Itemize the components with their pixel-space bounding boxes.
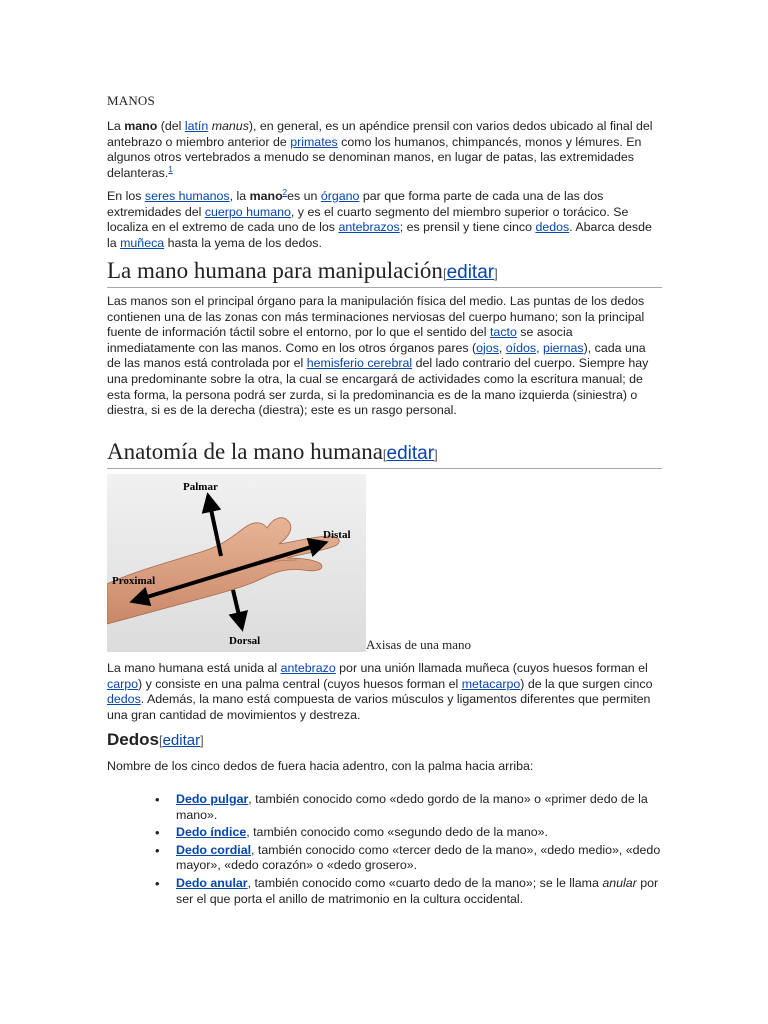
text: ), en general, es un apéndice prensil con varios dedos ubicado al final del antebrazo o miembro anterior de (107, 119, 653, 149)
text: ) y consiste en una palma central (cuyos huesos forman el (138, 676, 462, 691)
text: , también conocido como «segundo dedo de la mano». (246, 825, 548, 840)
manipulacion-paragraph (107, 294, 662, 419)
link-muneca[interactable]: muñeca (120, 235, 165, 250)
heading-text: Dedos (107, 730, 159, 749)
link-ojos[interactable]: ojos (476, 340, 499, 355)
figure-caption: Axisas de una mano (366, 637, 472, 652)
hand-axes-figure[interactable] (107, 474, 366, 652)
text: como los humanos, chimpancés, monos y lémures. En algunos otros vertebrados a menudo se denominan manos, en lugar de patas, las extremidades delanteras. (107, 134, 642, 180)
link-dedos[interactable]: dedos (535, 220, 570, 235)
bracket-open: [ (158, 733, 163, 748)
text: , (498, 340, 506, 355)
text: par que forma parte de cada una de las dos extremidades del (107, 189, 604, 219)
text: hasta la yema de los dedos. (164, 235, 322, 250)
bracket-close: ] (200, 733, 204, 748)
text: es un (287, 189, 321, 203)
finger-list (107, 792, 662, 909)
link-cuerpo-humano[interactable]: cuerpo humano (204, 204, 291, 219)
text: . Además, la mano está compuesta de varios músculos y ligamentos diferentes que permiten una gran cantidad de movimientos y destreza. (107, 692, 651, 722)
list-item (176, 843, 662, 874)
section-heading-dedos (107, 729, 204, 752)
label-dorsal: Dorsal (229, 635, 261, 647)
edit-link-anatomia[interactable]: editar (386, 443, 435, 464)
text: , también conocido como «dedo gordo de la mano» o «primer dedo de la mano». (176, 792, 648, 822)
bracket-close: ] (494, 266, 498, 281)
bracket-open: [ (382, 447, 387, 462)
link-seres-humanos[interactable]: seres humanos (144, 189, 230, 203)
text: En los (107, 189, 145, 203)
intro-paragraph-1 (107, 119, 662, 181)
text: . Abarca desde la (107, 220, 652, 250)
text: , y es el cuarto segmento del miembro superior o torácico. Se localiza en el extremo de cada uno de los (107, 204, 629, 235)
bracket-close: ] (434, 447, 438, 462)
text: La (107, 119, 125, 133)
text: , también conocido como «cuarto dedo de la mano»; se le llama (247, 875, 603, 890)
text: por ser el que porta el anillo de matrimonio en la cultura occidental. (176, 875, 659, 906)
text: por una unión llamada muñeca (cuyos huesos forman el (335, 661, 648, 675)
italic-term: anular (602, 875, 637, 890)
heading-text: La mano humana para manipulación (107, 258, 443, 283)
list-item (176, 792, 662, 823)
link-hemisferio-cerebral[interactable]: hemisferio cerebral (306, 356, 413, 371)
text: , también conocido como «tercer dedo de la mano», «dedo medio», «dedo mayor», «dedo corazón» o «dedo grosero». (176, 842, 661, 873)
edit-link-dedos[interactable]: editar (162, 732, 201, 749)
text: La mano humana está unida al (107, 661, 281, 675)
text: se asocia inmediatamente con las manos. Como en los otros órganos pares ( (107, 325, 573, 355)
link-dedos-2[interactable]: dedos (107, 692, 141, 707)
anatomia-paragraph (107, 661, 662, 723)
intro-paragraph-2 (107, 189, 662, 251)
edit-link-manipulacion[interactable]: editar (446, 262, 495, 283)
label-distal: Distal (323, 529, 351, 541)
dedos-intro: Nombre de los cinco dedos de fuera hacia adentro, con la palma hacia arriba: (107, 759, 534, 773)
link-oidos[interactable]: oídos (505, 340, 537, 355)
document-title: MANOS (107, 93, 155, 108)
list-item (176, 876, 662, 907)
text: ), cada una de las manos está controlada por el (107, 340, 646, 371)
text: , (536, 340, 543, 355)
text: ; es prensil y tiene cinco (399, 220, 536, 235)
link-dedo-indice[interactable]: Dedo índice (176, 825, 247, 840)
text: (del (157, 119, 185, 133)
link-latin[interactable]: latín (184, 119, 209, 133)
bold-term: mano (124, 119, 158, 133)
italic-term: manus (211, 119, 249, 133)
section-heading-anatomia (107, 438, 662, 469)
link-piernas[interactable]: piernas (542, 340, 584, 355)
section-heading-manipulacion (107, 257, 662, 288)
link-tacto[interactable]: tacto (489, 325, 517, 340)
link-antebrazos[interactable]: antebrazos (338, 220, 400, 235)
link-metacarpo[interactable]: metacarpo (461, 676, 521, 691)
text: del lado contrario del cuerpo. Siempre hay una predominante sobre la otra, la cual se encargará de actividades como la escritura manual; de esta forma, la persona podrá ser zurda, si la predominancia es de la mano izquierda (siniestra) o diestra, si es de la derecha (diestra); este es un rasgo personal. (107, 356, 649, 418)
label-palmar: Palmar (183, 481, 218, 493)
link-dedo-pulgar[interactable]: Dedo pulgar (176, 792, 249, 806)
list-item (176, 825, 662, 841)
bracket-open: [ (442, 266, 447, 281)
text: Las manos son el principal órgano para la manipulación física del medio. Las puntas de los dedos contienen una de las zonas con más terminaciones nerviosas del cuerpo humano; son la principal fuente de información táctil sobre el entorno, por lo que el sentido del (107, 294, 645, 340)
link-primates[interactable]: primates (290, 134, 338, 149)
text: ) de la que surgen cinco (520, 676, 653, 691)
text: , la (229, 189, 250, 203)
footnote-ref-1[interactable]: 1 (168, 164, 173, 174)
link-dedo-anular[interactable]: Dedo anular (176, 875, 248, 890)
link-dedo-cordial[interactable]: Dedo cordial (176, 842, 252, 857)
heading-text: Anatomía de la mano humana (107, 439, 383, 464)
label-proximal: Proximal (112, 575, 156, 587)
link-antebrazo[interactable]: antebrazo (280, 661, 336, 675)
link-organo[interactable]: órgano (320, 189, 360, 203)
bold-term: mano (249, 189, 283, 203)
link-carpo[interactable]: carpo (107, 676, 138, 691)
footnote-ref-2[interactable]: 2 (282, 187, 288, 197)
